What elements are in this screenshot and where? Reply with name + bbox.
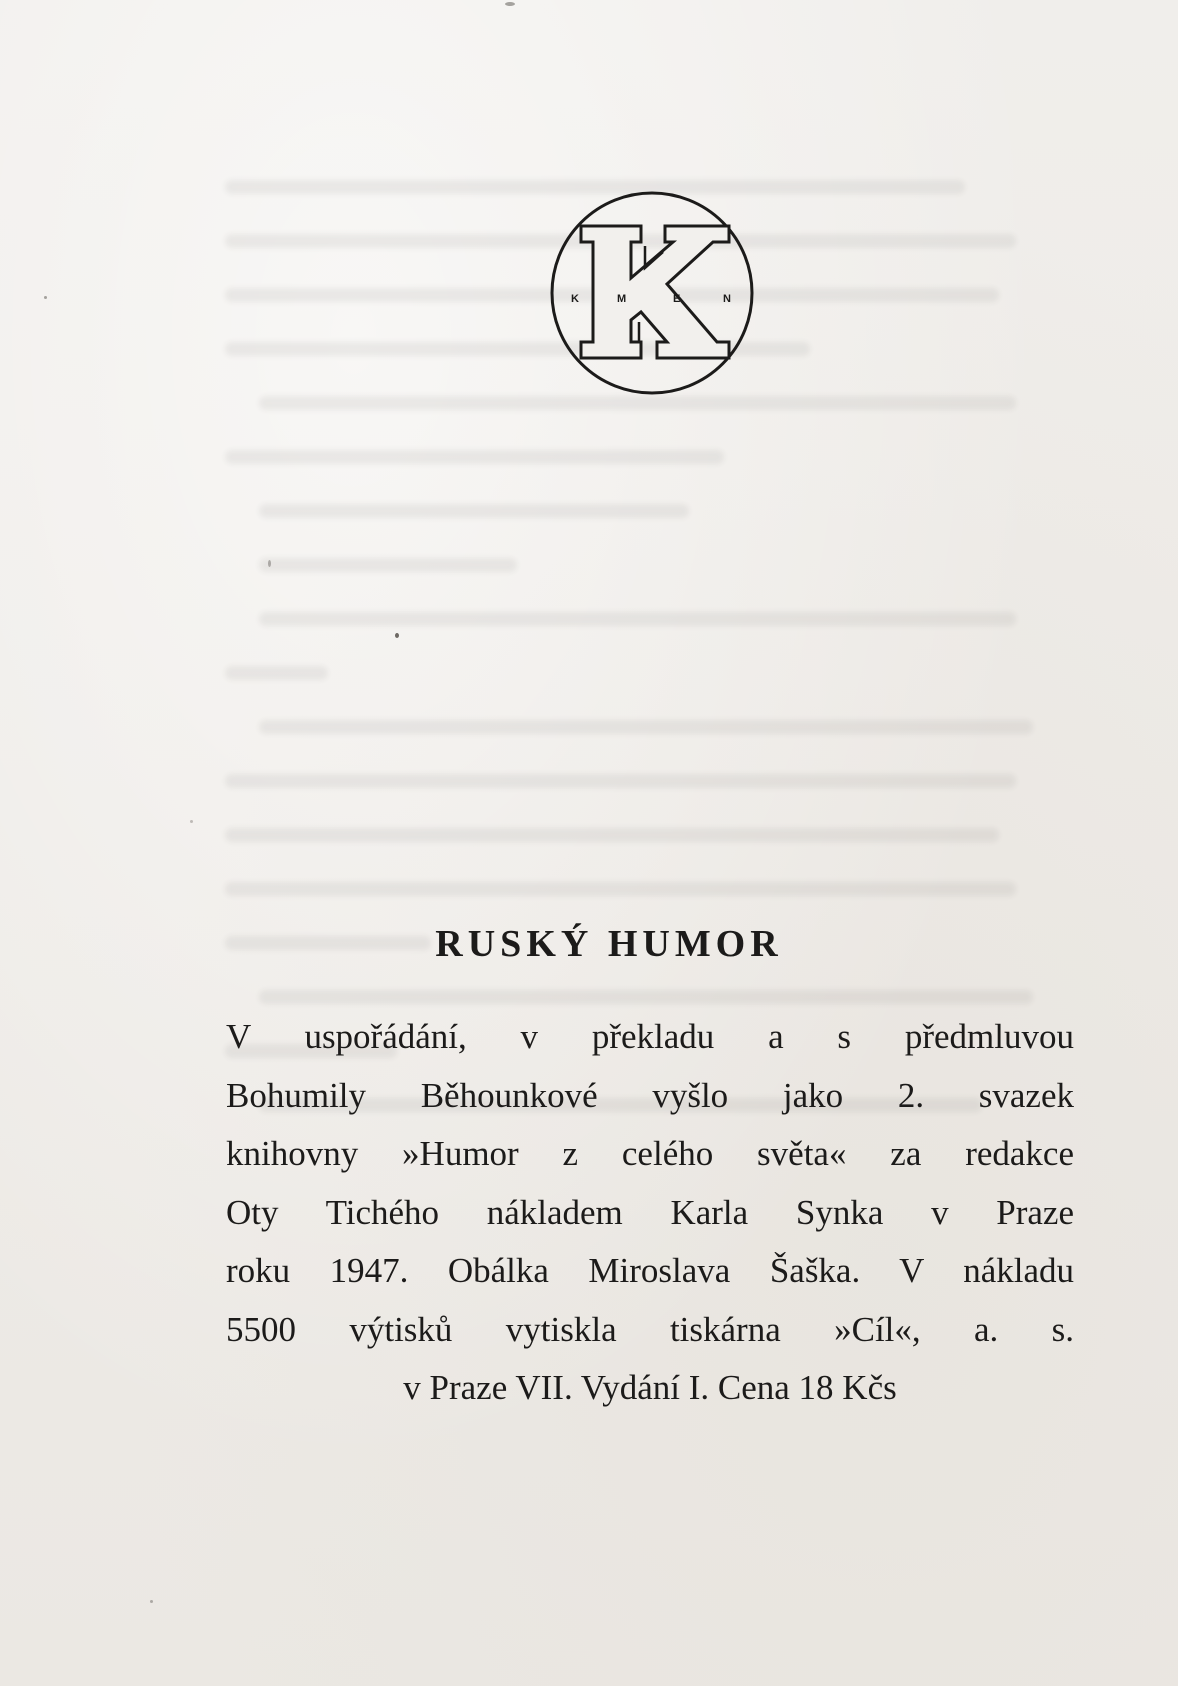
publisher-logo bbox=[545, 186, 759, 400]
colophon-line: knihovny »Humor z celého světa« za redakce bbox=[226, 1134, 1074, 1173]
colophon-line: Bohumily Běhounkové vyšlo jako 2. svazek bbox=[226, 1075, 1074, 1115]
paper-speck bbox=[44, 296, 47, 299]
book-title: RUSKÝ HUMOR bbox=[435, 923, 783, 965]
logo-letter-n: N bbox=[723, 293, 731, 305]
paper-speck bbox=[150, 1600, 153, 1603]
colophon-line: Oty Tichého nákladem Karla Synka v Praze bbox=[226, 1192, 1074, 1232]
logo-letter-k: K bbox=[571, 293, 579, 305]
logo-letter-m: M bbox=[617, 293, 627, 305]
paper-speck bbox=[190, 820, 193, 823]
colophon bbox=[226, 1008, 1074, 1418]
paper-speck bbox=[268, 560, 271, 567]
logo-letter-e: E bbox=[673, 293, 681, 305]
paper-speck bbox=[395, 633, 399, 638]
colophon-line: v Praze VII. Vydání I. Cena 18 Kčs bbox=[403, 1368, 897, 1407]
colophon-line: V uspořádání, v překladu a s předmluvou bbox=[226, 1017, 1074, 1056]
kmen-logo-icon bbox=[545, 186, 759, 400]
paper-speck bbox=[505, 2, 515, 6]
colophon-line: 5500 výtisků vytiskla tiskárna »Cíl«, a. s. bbox=[226, 1309, 1074, 1349]
colophon-line: roku 1947. Obálka Miroslava Šaška. V nákladu bbox=[226, 1251, 1074, 1290]
